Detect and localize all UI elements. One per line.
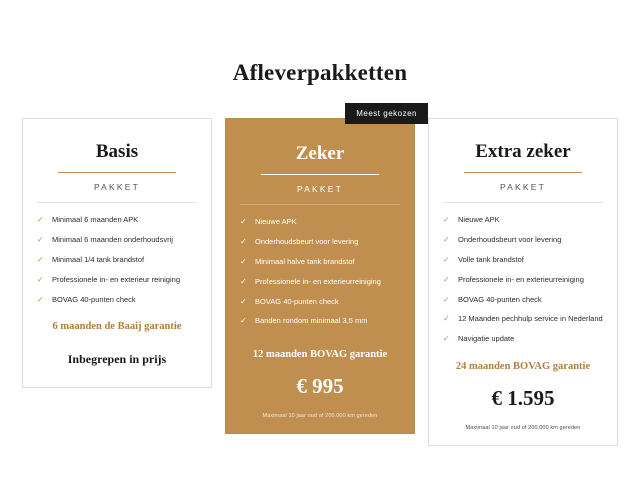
- list-item: [37, 295, 197, 306]
- package-card-basis[interactable]: [22, 118, 212, 388]
- feature-label: Volle tank brandstof: [458, 254, 524, 264]
- feature-label: Minimaal 1/4 tank brandstof: [52, 254, 145, 264]
- list-item: [443, 295, 603, 306]
- check-icon: ✓: [443, 294, 450, 304]
- feature-label: Professionele in- en exterieurreiniging: [255, 276, 381, 286]
- list-item: [443, 255, 603, 266]
- check-icon: ✓: [37, 254, 44, 264]
- feature-label: Minimaal 6 maanden APK: [52, 215, 139, 224]
- feature-label: Nieuwe APK: [255, 217, 297, 226]
- check-icon: ✓: [443, 254, 450, 264]
- package-subtitle: PAKKET: [93, 182, 141, 192]
- check-icon: ✓: [37, 294, 44, 304]
- list-item: [37, 275, 197, 286]
- feature-label: Navigatie update: [458, 334, 515, 344]
- check-icon: ✓: [37, 215, 44, 224]
- list-item: [443, 215, 603, 226]
- guarantee-text: 24 maanden BOVAG garantie: [455, 361, 591, 373]
- feature-label: Onderhoudsbeurt voor levering: [458, 234, 562, 244]
- list-item: [240, 297, 400, 308]
- feature-label: Onderhoudsbeurt voor levering: [255, 236, 359, 246]
- list-item: [240, 237, 400, 248]
- list-item: [443, 235, 603, 246]
- check-icon: ✓: [240, 296, 247, 306]
- package-subtitle: PAKKET: [499, 182, 547, 192]
- check-icon: ✓: [240, 316, 247, 326]
- package-title: Basis: [95, 141, 139, 162]
- list-item: [240, 217, 400, 228]
- feature-list: [240, 217, 400, 327]
- feature-label: BOVAG 40-punten check: [52, 294, 136, 304]
- package-card-extra-zeker[interactable]: [428, 118, 618, 446]
- price-value: € 995: [296, 374, 344, 399]
- list-item: [37, 215, 197, 226]
- check-icon: ✓: [240, 276, 247, 286]
- list-item: [443, 275, 603, 286]
- check-icon: ✓: [240, 236, 247, 246]
- list-item: [37, 235, 197, 246]
- feature-label: 12 Maanden pechhulp service in Nederland: [458, 314, 603, 324]
- list-item: [443, 334, 603, 345]
- list-item: [240, 277, 400, 288]
- page-title: Afleverpakketten: [232, 60, 408, 85]
- title-divider: [261, 174, 379, 175]
- feature-label: Professionele in- en exterieurreiniging: [458, 274, 584, 284]
- list-item: [240, 257, 400, 268]
- package-card-zeker[interactable]: [225, 109, 417, 434]
- guarantee-text: 12 maanden BOVAG garantie: [252, 349, 388, 361]
- fineprint-text: Maximaal 10 jaar oud of 200.000 km gereden: [262, 413, 378, 420]
- list-item: [37, 255, 197, 266]
- check-icon: ✓: [443, 234, 450, 244]
- feature-list: [443, 215, 603, 345]
- subtitle-divider: [443, 202, 603, 203]
- check-icon: ✓: [240, 217, 247, 226]
- check-icon: ✓: [240, 256, 247, 266]
- subtitle-divider: [37, 202, 197, 203]
- fineprint-text: Maximaal 10 jaar oud of 200.000 km gereden: [465, 425, 581, 432]
- list-item: [240, 316, 400, 327]
- feature-label: BOVAG 40-punten check: [458, 294, 542, 304]
- list-item: [443, 314, 603, 325]
- title-divider: [58, 172, 176, 173]
- package-subtitle: PAKKET: [296, 184, 344, 194]
- package-title: Extra zeker: [475, 141, 571, 162]
- price-value: € 1.595: [491, 386, 555, 411]
- check-icon: ✓: [443, 334, 450, 344]
- package-card-list: [22, 109, 618, 446]
- feature-label: Minimaal 6 maanden onderhoudsvrij: [52, 234, 173, 244]
- feature-label: Professionele in- en exterieur reiniging: [52, 274, 180, 284]
- check-icon: ✓: [37, 274, 44, 284]
- check-icon: ✓: [443, 314, 450, 324]
- feature-label: Banden rondom minimaal 3,5 mm: [255, 316, 368, 326]
- check-icon: ✓: [443, 274, 450, 284]
- title-divider: [464, 172, 582, 173]
- feature-label: Minimaal halve tank brandstof: [255, 256, 355, 266]
- check-icon: ✓: [37, 234, 44, 244]
- guarantee-text: 6 maanden de Baaij garantie: [52, 321, 182, 333]
- status-badge: Meest gekozen: [345, 103, 428, 124]
- feature-list: [37, 215, 197, 305]
- check-icon: ✓: [443, 215, 450, 224]
- included-text: Inbegrepen in prijs: [67, 352, 167, 367]
- feature-label: Nieuwe APK: [458, 215, 500, 224]
- feature-label: BOVAG 40-punten check: [255, 296, 339, 306]
- package-title: Zeker: [295, 143, 345, 164]
- subtitle-divider: [240, 204, 400, 205]
